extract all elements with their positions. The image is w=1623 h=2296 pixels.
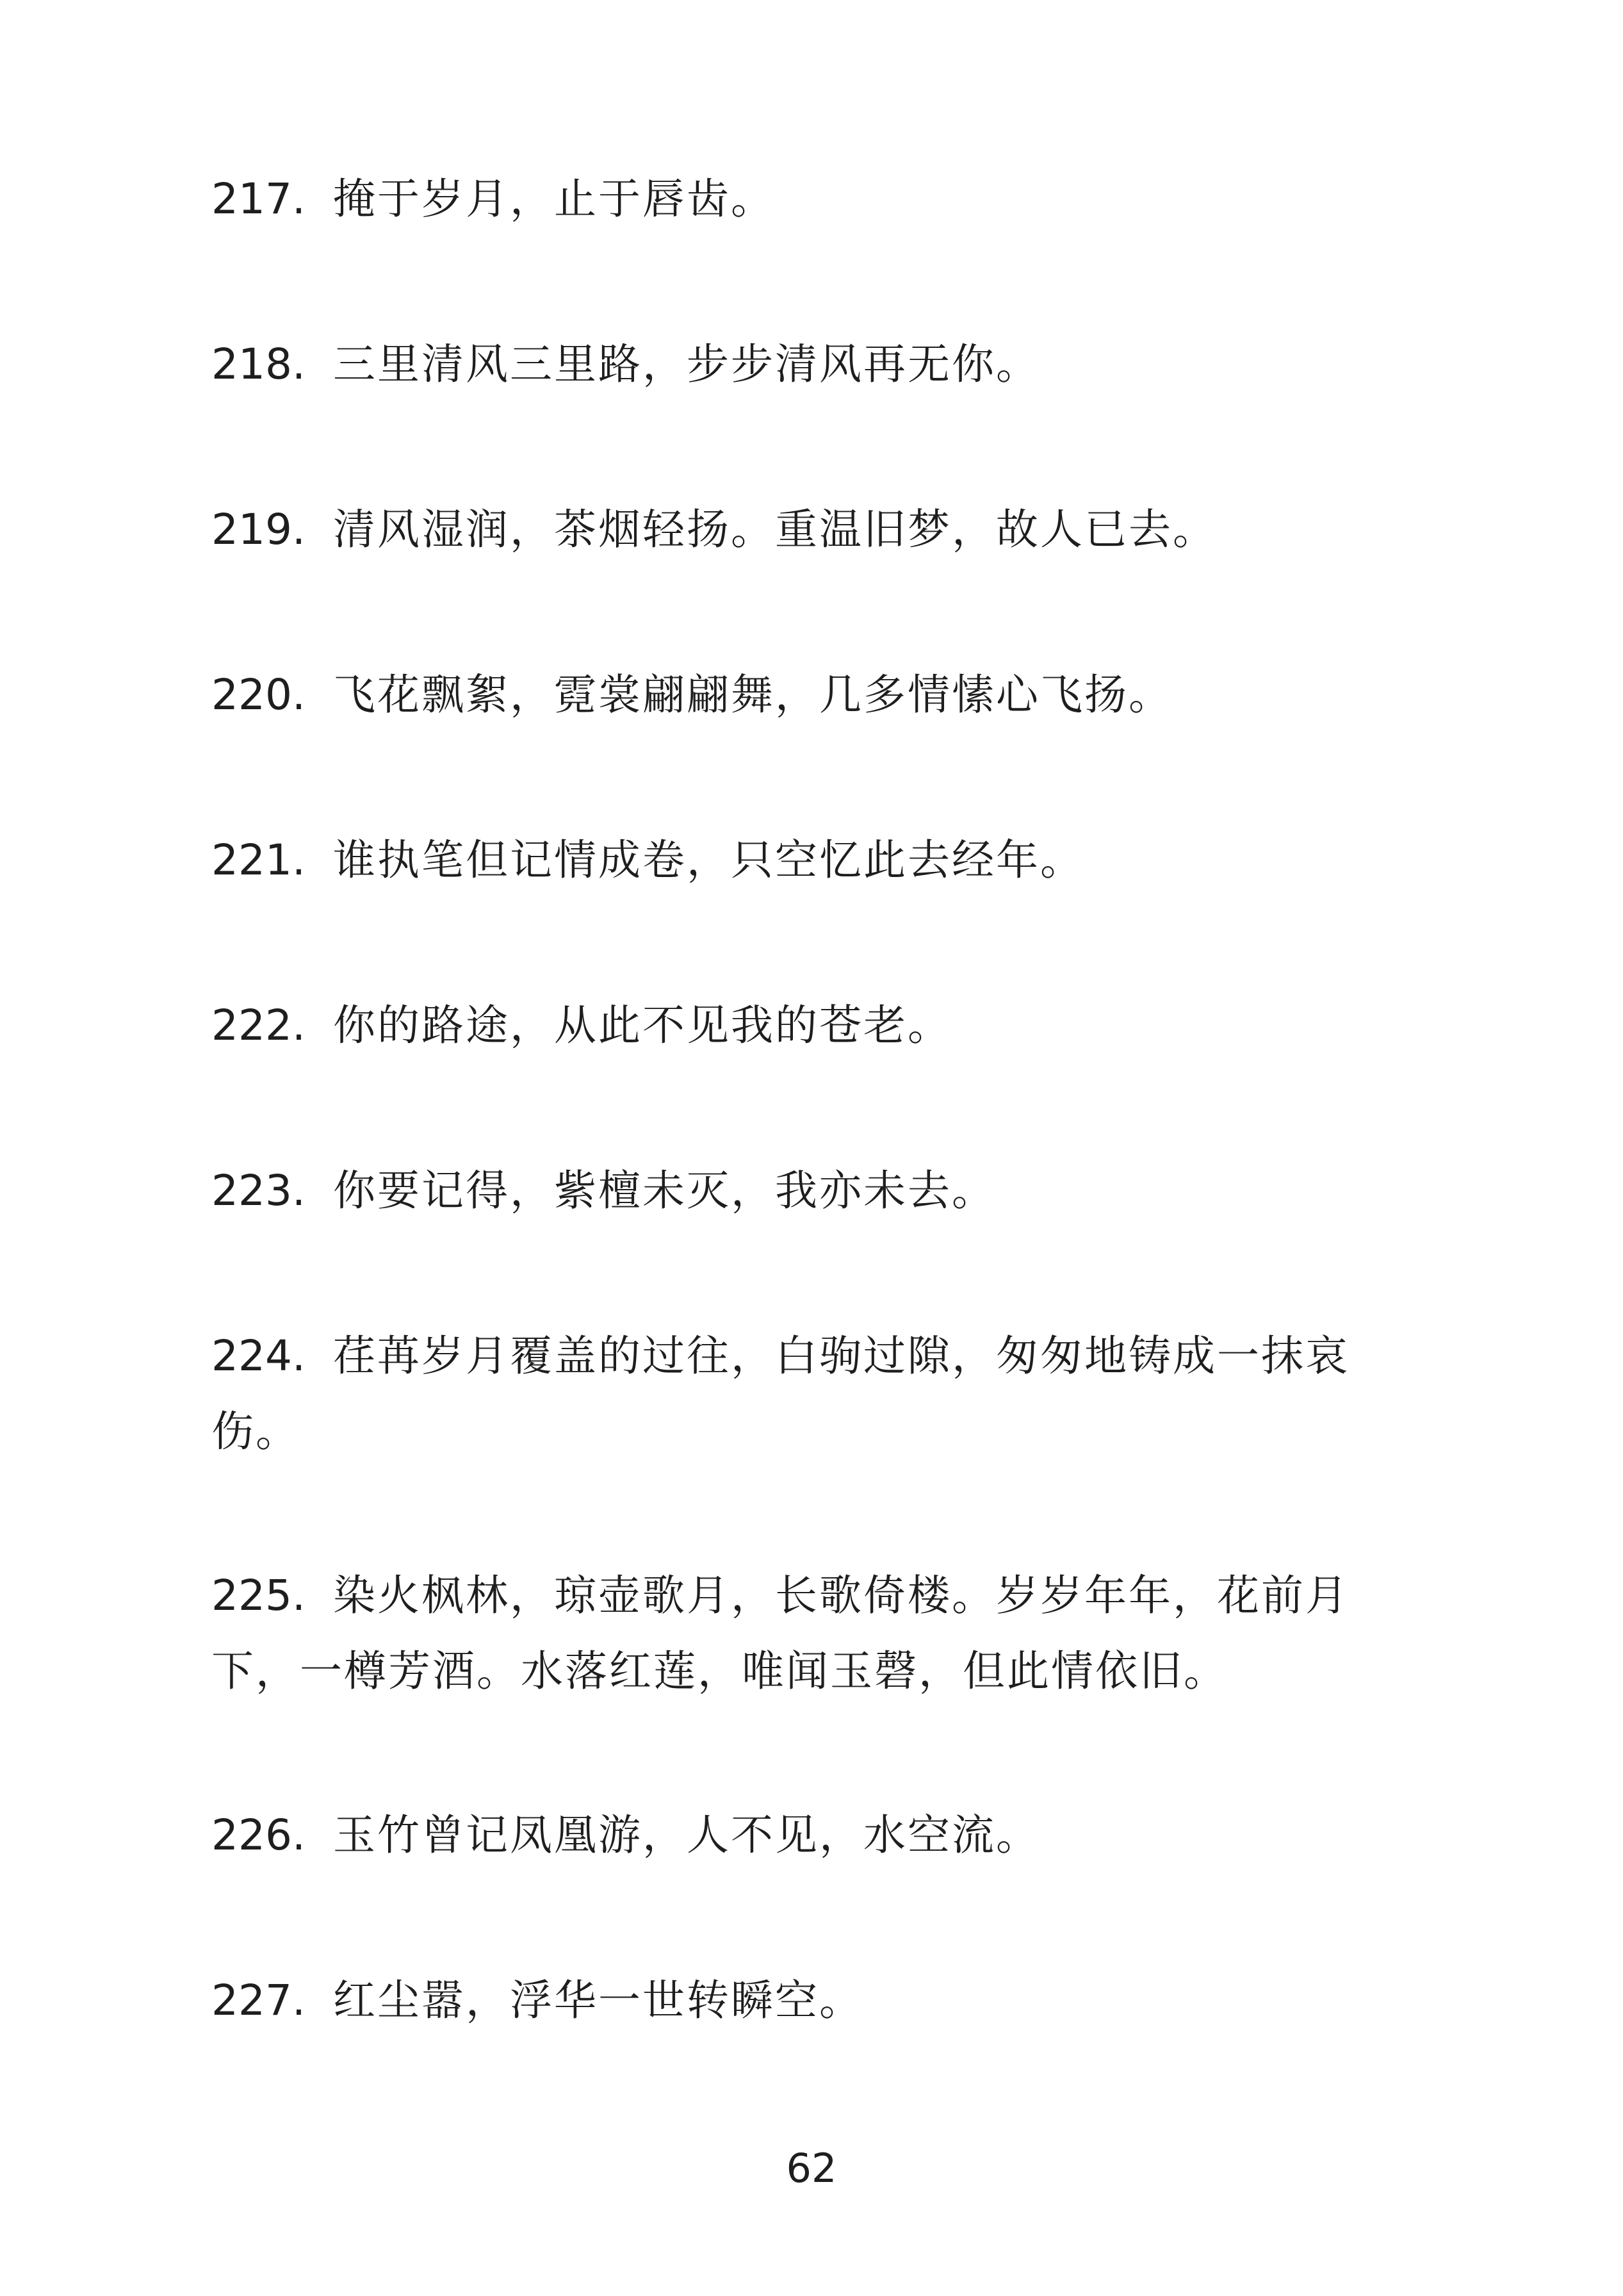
entry-number: 219. (211, 505, 306, 554)
entry-217 (211, 161, 1428, 237)
entry-number: 225. (211, 1571, 306, 1620)
entry-number: 224. (211, 1331, 306, 1381)
entry-text: 谁执笔但记情成卷，只空忆此去经年。 (333, 835, 1084, 885)
entry-text: 飞花飘絮，霓裳翩翩舞，几多情愫心飞扬。 (333, 670, 1173, 719)
entry-219 (211, 492, 1428, 568)
entry-number: 226. (211, 1810, 306, 1860)
entry-221 (211, 823, 1428, 898)
entry-number: 220. (211, 670, 306, 719)
page-number: 62 (786, 2145, 837, 2192)
entry-text: 荏苒岁月覆盖的过往，白驹过隙，匆匆地铸成一抹哀伤。 (211, 1331, 1350, 1456)
entry-226 (211, 1798, 1428, 1873)
entry-number: 218. (211, 340, 306, 389)
entry-225 (211, 1558, 1428, 1709)
entry-number: 221. (211, 835, 306, 885)
entry-text: 清风湿润，茶烟轻扬。重温旧梦，故人已去。 (333, 505, 1217, 554)
entry-222 (211, 988, 1428, 1063)
entry-number: 217. (211, 174, 306, 224)
entry-number: 223. (211, 1166, 306, 1215)
entry-number: 227. (211, 1976, 306, 2025)
entry-text: 你要记得，紫檀未灭，我亦未去。 (333, 1166, 996, 1215)
entry-text: 染火枫林，琼壶歌月，长歌倚楼。岁岁年年，花前月下，一樽芳酒。水落红莲，唯闻玉磬，但此情依旧。 (211, 1571, 1350, 1696)
entry-number: 222. (211, 1001, 306, 1050)
entry-text: 三里清风三里路，步步清风再无你。 (333, 340, 1040, 389)
entry-text: 你的路途，从此不见我的苍老。 (333, 1001, 952, 1050)
entry-223 (211, 1153, 1428, 1229)
entry-220 (211, 657, 1428, 733)
entry-text: 红尘嚣，浮华一世转瞬空。 (333, 1976, 863, 2025)
entry-218 (211, 327, 1428, 402)
entry-text: 掩于岁月，止于唇齿。 (333, 174, 775, 224)
entry-text: 玉竹曾记凤凰游，人不见，水空流。 (333, 1810, 1040, 1860)
entry-227 (211, 1963, 1428, 2038)
entry-224 (211, 1318, 1428, 1470)
